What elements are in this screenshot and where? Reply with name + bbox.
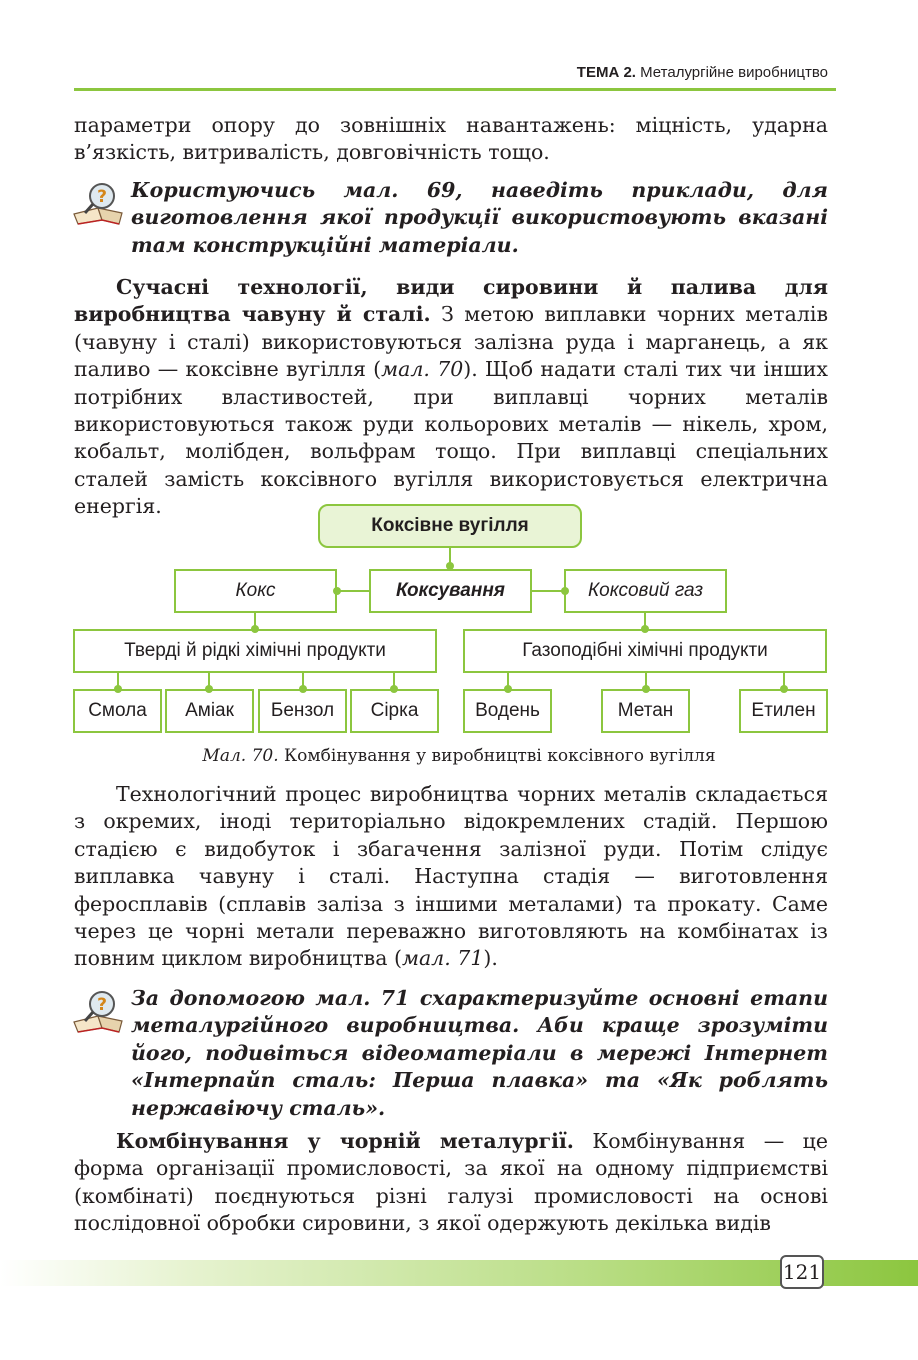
- paragraph-combining: Комбінування у чорній металургії. Комбінування — це форма організації промисловості, за якої на одному підприємстві (комбінаті) поєднуються різні галузі промисловості на основі послідовної обробки сировини, з якої одержують декілька видів: [74, 1129, 828, 1236]
- connector-dot: [390, 685, 398, 693]
- connector-dot: [780, 685, 788, 693]
- paragraph-process: Технологічний процес виробництва чорних металів складається з окремих, іноді територіально відокремлених стадій. Першою стадією є видобуток і збагачення залізної руди. Потім слідує виплавка чавуну і сталі. Наступна стадія — виготовлення феросплавів (сплавів заліза з іншими металами) та прокату. Саме через це чорні метали переважно виготовляють на комбінатах із повним циклом виробництва (мал. 71).: [74, 782, 828, 971]
- coking-diagram: [0, 500, 918, 745]
- header-divider: [74, 88, 836, 91]
- question-book-icon: [72, 180, 128, 226]
- connector-line: [336, 590, 370, 592]
- paragraph-technologies: Сучасні технології, види сировини й палива для виробництва чавуну й сталі. З метою виплавки чорних металів (чавуну і сталі) використовуються залізна руда і марганець, а як паливо — коксівне вугілля (мал. 70). Щоб надати сталі тих чи інших потрібних властивостей, при виплавці чорних металів використовуються також руди кольорових металів — нікель, хром, кобальт, молібден, вольфрам тощо. При виплавці спеціальних сталей замість коксівного вугілля використовується електрична енергія.: [74, 275, 828, 519]
- theme-label: ТЕМА 2.: [576, 64, 636, 81]
- figure-ref-70: мал. 70: [381, 357, 464, 382]
- task-1-text: Користуючись мал. 69, наведіть приклади, для виготовлення якої продукції використовують вказані там конструкційні матеріали.: [131, 178, 828, 257]
- node-coking: Коксування: [369, 569, 532, 613]
- connector-dot: [299, 685, 307, 693]
- task-2-text: За допомогою мал. 71 схарактеризуйте основні етапи металургійного виробництва. Аби краще зрозуміти його, подивіться відеоматеріали в мережі Інтернет «Інтерпайп сталь: Перша плавка» та «Як роблять нержавіючу сталь».: [131, 986, 828, 1120]
- node-coke: Кокс: [174, 569, 337, 613]
- node-coking-coal: Коксівне вугілля: [318, 504, 582, 548]
- question-book-icon: [72, 988, 128, 1034]
- paragraph-continuation: параметри опору до зовнішніх навантажень: міцність, ударна в’язкість, витривалість, довговічність тощо.: [74, 113, 828, 165]
- section-heading-combining: Комбінування у чорній металургії.: [116, 1129, 574, 1153]
- svg-text:?: ?: [97, 995, 107, 1015]
- node-gaseous-products: Газоподібні хімічні продукти: [463, 629, 827, 673]
- section-heading-technologies: Сучасні технології, види сировини й палива для виробництва чавуну й сталі.: [74, 275, 828, 327]
- connector-dot: [114, 685, 122, 693]
- running-header: [577, 64, 828, 81]
- connector-dot: [642, 685, 650, 693]
- theme-title: Металургійне виробництво: [640, 64, 828, 81]
- node-product-item: Бензол: [258, 689, 347, 733]
- node-product-item: Водень: [463, 689, 552, 733]
- connector-dot: [504, 685, 512, 693]
- node-product-item: Смола: [73, 689, 162, 733]
- figure-ref-71: мал. 71: [401, 946, 484, 971]
- connector-dot: [561, 587, 569, 595]
- connector-dot: [641, 625, 649, 633]
- caption-text: Комбінування у виробництві коксівного вугілля: [278, 746, 716, 766]
- node-coke-gas: Коксовий газ: [564, 569, 727, 613]
- caption-label: Мал. 70.: [202, 746, 279, 766]
- figure-caption: [0, 746, 918, 766]
- node-solid-liquid-products: Тверді й рідкі хімічні продукти: [73, 629, 437, 673]
- connector-dot: [251, 625, 259, 633]
- connector-line: [531, 590, 565, 592]
- svg-text:?: ?: [97, 187, 107, 207]
- connector-dot: [333, 587, 341, 595]
- connector-dot: [205, 685, 213, 693]
- node-product-item: Метан: [601, 689, 690, 733]
- page-number: 121: [780, 1255, 824, 1289]
- node-product-item: Сірка: [350, 689, 439, 733]
- connector-dot: [446, 562, 454, 570]
- node-product-item: Етилен: [739, 689, 828, 733]
- node-product-item: Аміак: [165, 689, 254, 733]
